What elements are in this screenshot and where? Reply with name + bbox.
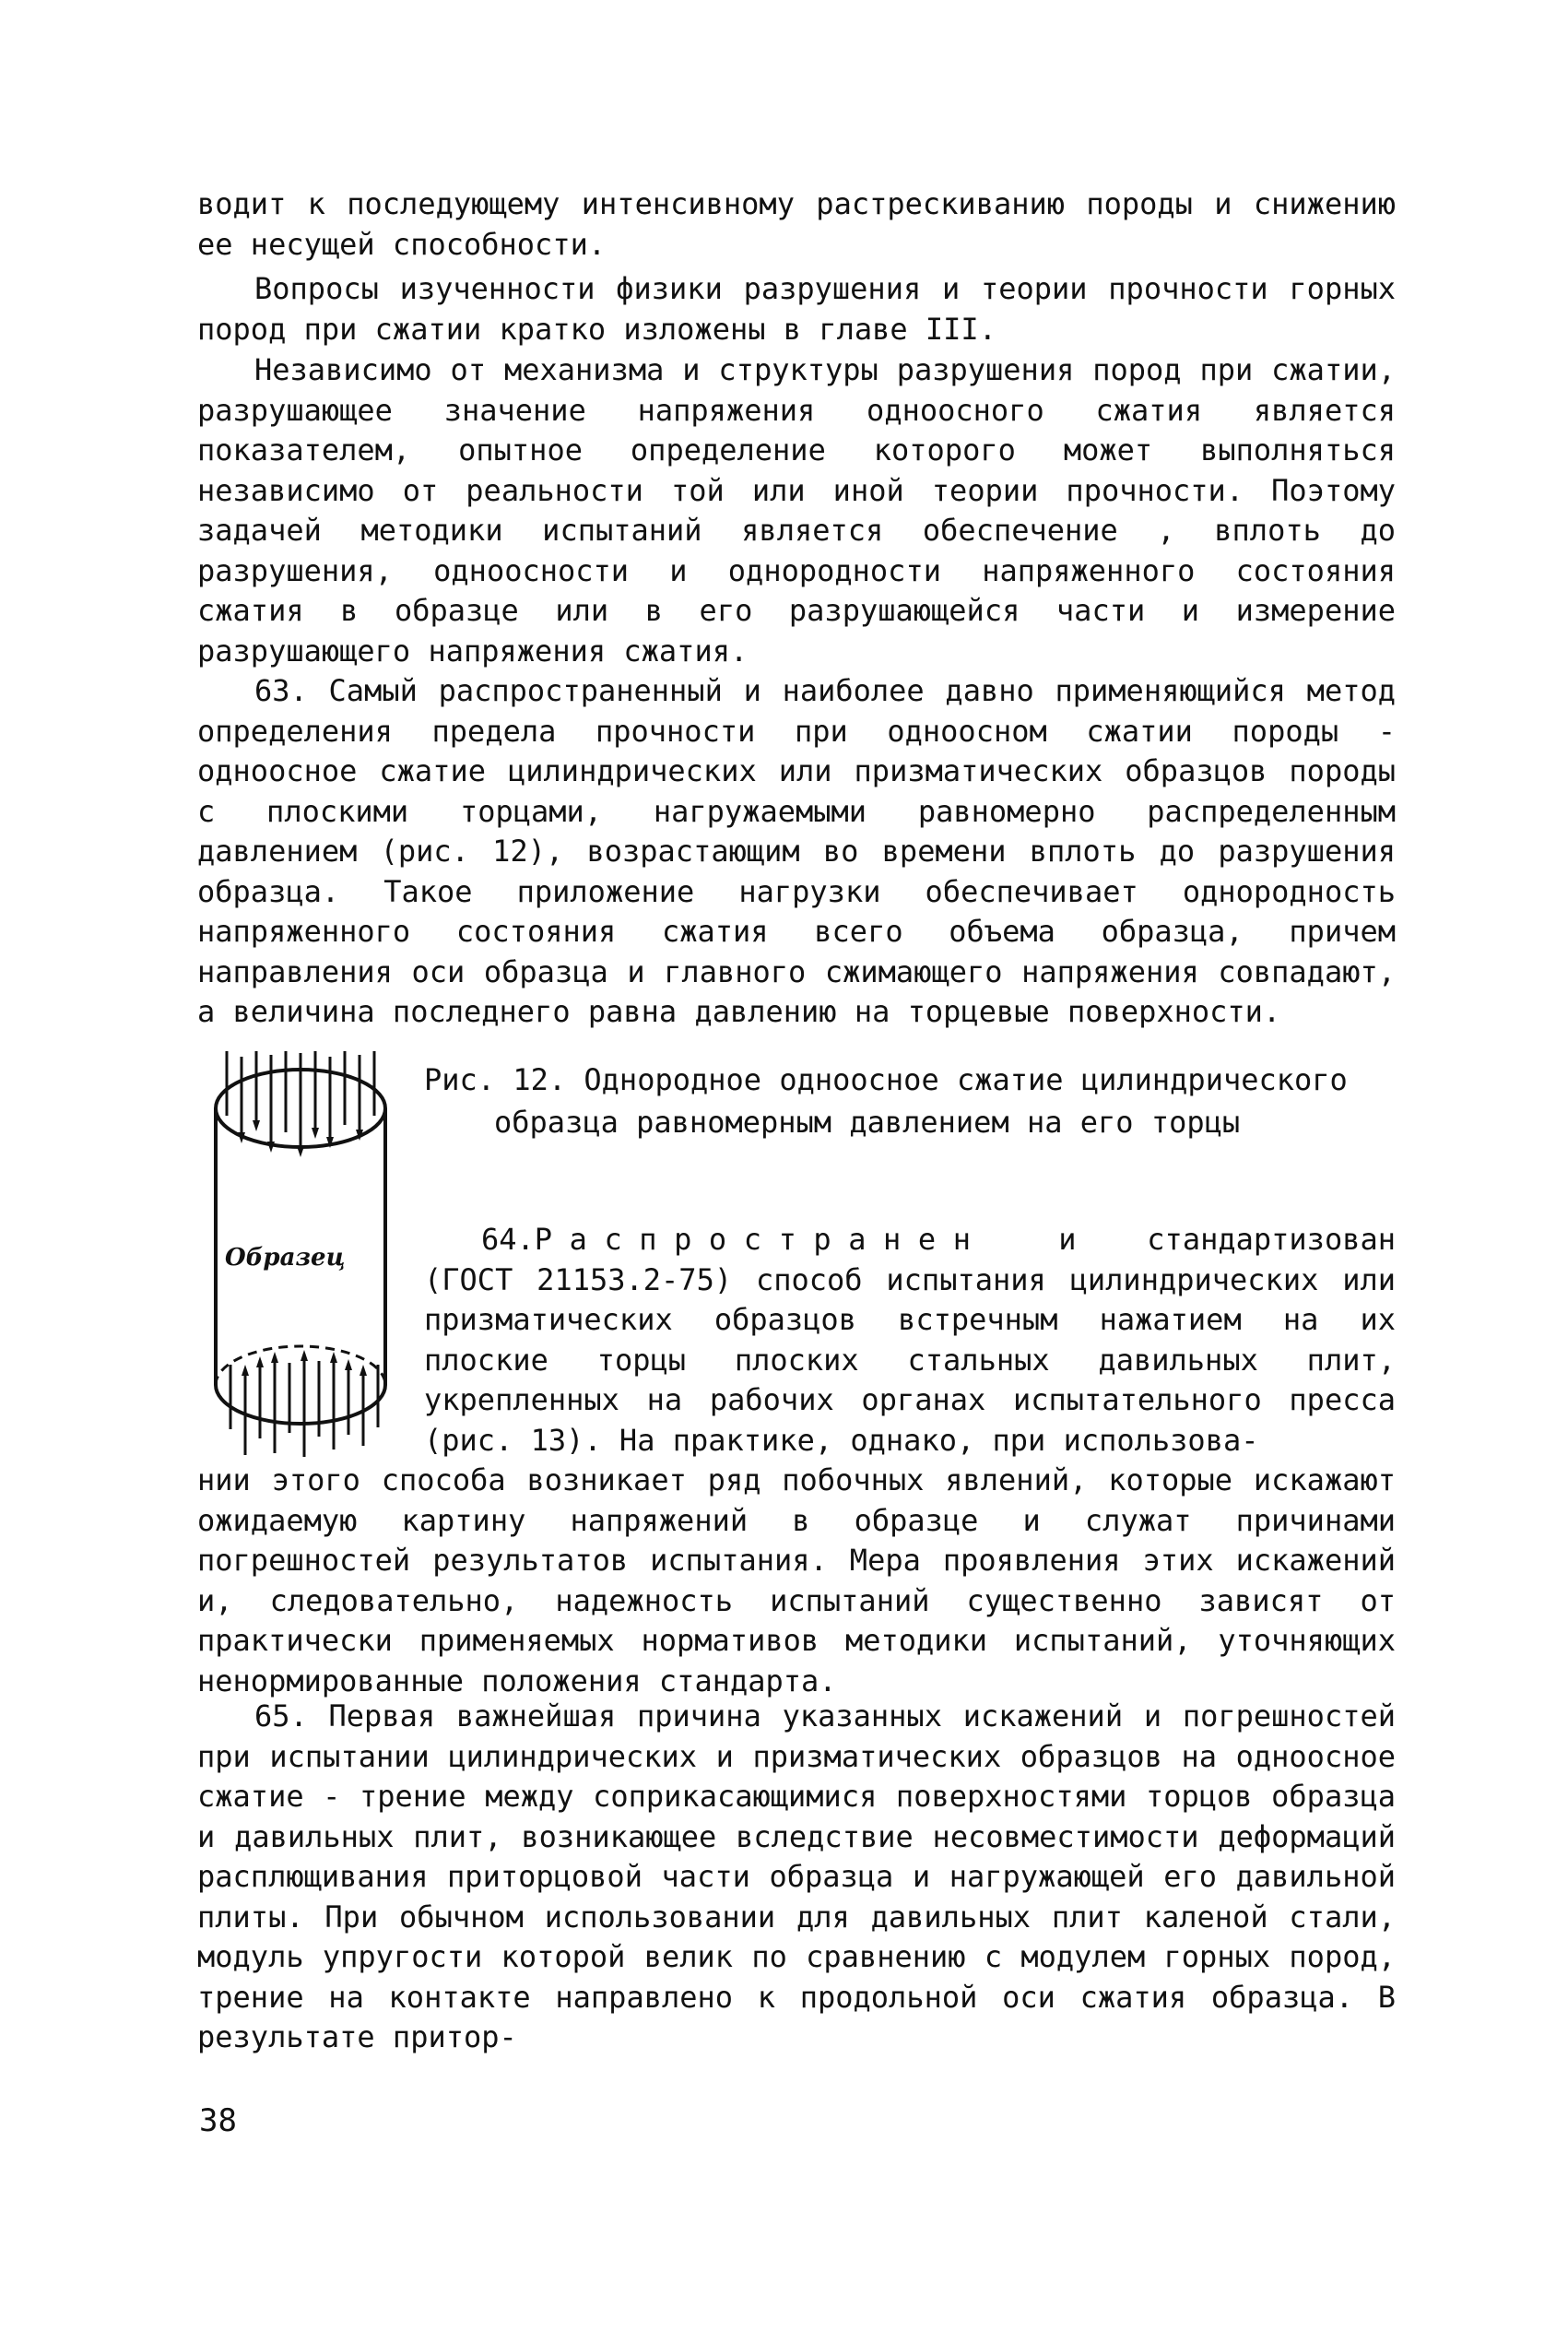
paragraph-testing-method-goal: Независимо от механизма и структуры разрушения пород при сжатии, разрушающее значение напряжения одноосного сжатия является показателем, опытное определение которого может выполняться независимо от реальности той или иной теории прочности. Поэтому задачей методики испытаний является обеспечение , вплоть до разрушения, одноосности и однородности напряженного состояния сжатия в образце или в его разрушающейся части и измерение разрушающего напряжения сжатия. <box>197 352 1396 669</box>
cylinder-bottom-front-edge <box>216 1385 385 1424</box>
paragraph-64-side-text: стандартизован (ГОСТ 21153.2-75) способ испытания цилиндрических или призматических образцов встречным нажатием на их плоские торцы плоских стальных давильных плит, укрепленных на рабочих органах испытательного пресса (рис. 13). На практике, однако, при использова- <box>424 1222 1397 1458</box>
paragraph-65: 65. Первая важнейшая причина указанных искажений и погрешностей при испытании цилиндрических и призматических образцов на одноосное сжатие - трение между соприкасающимися поверхностями торцов образца и давильных плит, возникающее вследствие несовместимости деформаций расплющивания приторцовой части образца и нагружающей его давильной плиты. При обычном использовании для давильных плит каленой стали, модуль упругости которой велик по сравнению с модулем горных пород, трение на контакте направлено к продольной оси сжатия образца. В результате притор- <box>197 1698 1396 2054</box>
paragraph-64-continued: нии этого способа возникает ряд побочных явлений, которые искажают ожидаемую картину напряжений в образце и служат причинами погрешностей результатов испытания. Мера проявления этих искажений и, следовательно, надежность испытаний существенно зависят от практически применяемых нормативов методики испытаний, уточняющих ненормированные положения стандарта. <box>197 1462 1396 1698</box>
caption-line-1: Рис. 12. Однородное одноосное сжатие цилиндрического <box>424 1062 1348 1097</box>
paragraph-63: 63. Самый распространенный и наиболее давно применяющийся метод определения предела прочности при одноосном сжатии породы - одноосное сжатие цилиндрических или призматических образцов породы с плоскими торцами, нагружаемыми равномерно распределенным давлением (рис. 12), возрастающим во времени вплоть до разрушения образца. Такое приложение нагрузки обеспечивает однородность напряженного состояния сжатия всего объема образца, причем направления оси образца и главного сжимающего напряжения совпадают, а величина последнего равна давлению на торцевые поверхности. <box>197 673 1396 1029</box>
paragraph-64-spaced-emphasis: Распространен и <box>534 1222 1094 1257</box>
paragraph-continuation: водит к последующему интенсивному растрескиванию породы и снижению ее несущей способности. <box>197 186 1396 262</box>
specimen-label: Образец <box>225 1244 346 1272</box>
figure-caption <box>424 1059 1401 1143</box>
page-number: 38 <box>199 2102 237 2139</box>
cylinder-specimen-illustration <box>197 1051 400 1457</box>
paragraph-physics-questions: Вопросы изученности физики разрушения и теории прочности горных пород при сжатии кратко изложены в главе III. <box>197 271 1396 347</box>
figure-cylinder-compression <box>197 1051 400 1457</box>
cylinder-bottom-back-edge <box>216 1346 385 1385</box>
bottom-pressure-arrows <box>230 1354 378 1457</box>
paragraph-64-number: 64. <box>481 1222 535 1257</box>
paragraph-64-beside-figure <box>424 1220 1396 1461</box>
caption-line-2: образца равномерным давлением на его торцы <box>494 1105 1241 1140</box>
